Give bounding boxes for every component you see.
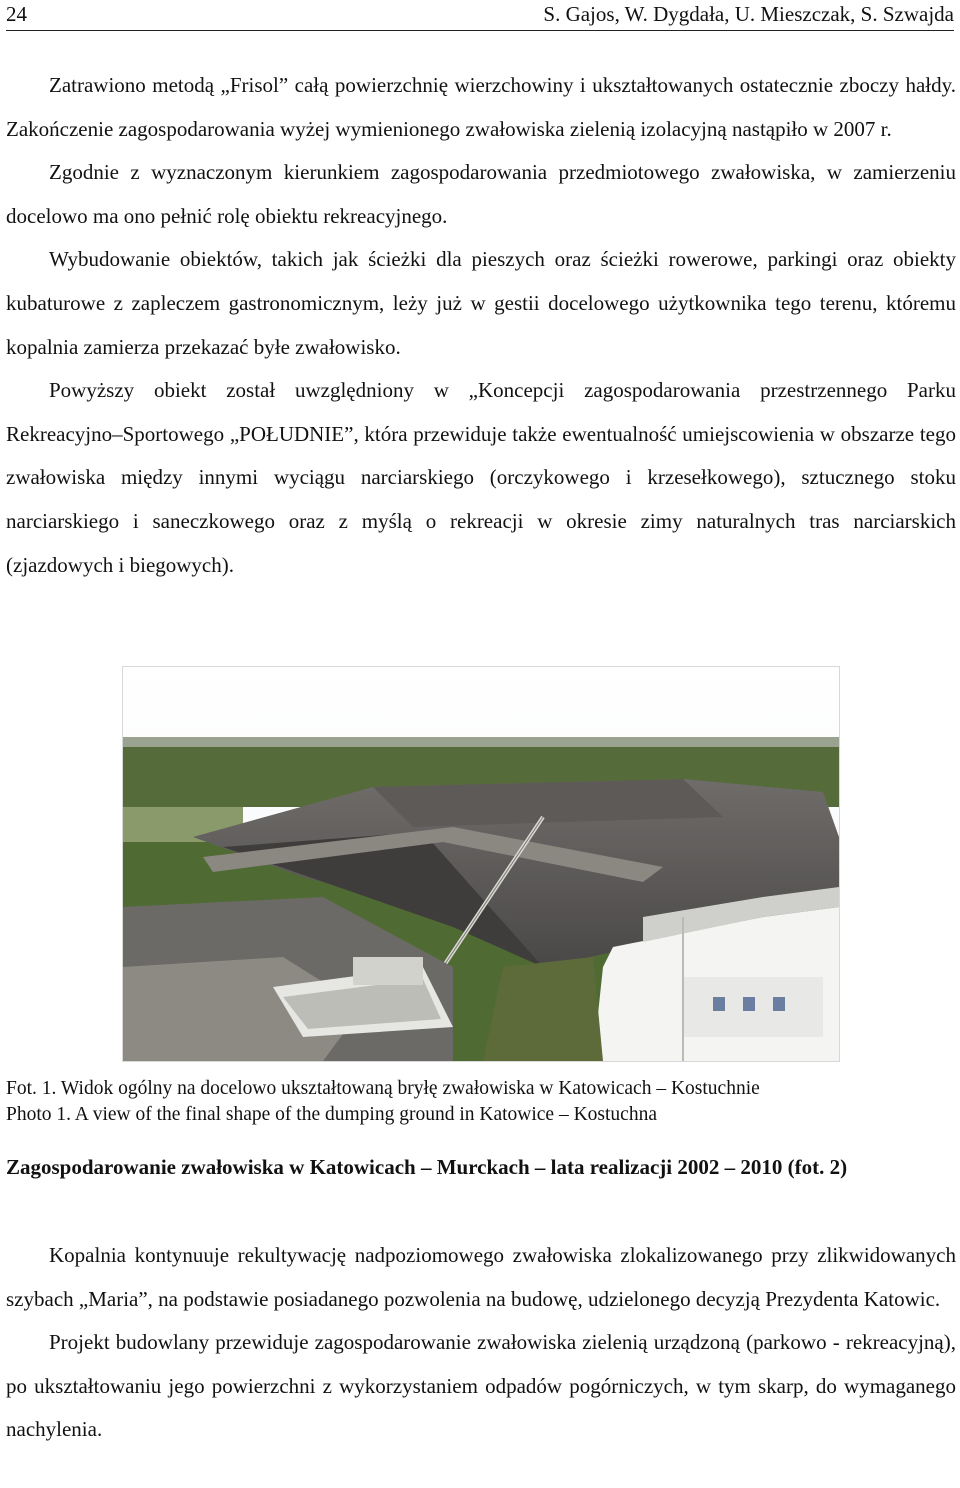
section-heading: Zagospodarowanie zwałowiska w Katowicach – Murckach – lata realizacji 2002 – 2010 (fot. 2): [6, 1155, 848, 1179]
figure-caption-en: Photo 1. A view of the final shape of the dumping ground in Katowice – Kostuchna: [6, 1104, 657, 1125]
page-number: 24: [6, 2, 27, 26]
paragraph: Kopalnia kontynuuje rekultywację nadpoziomowego zwałowiska zlokalizowanego przy zlikwidowanych szybach „Maria”, na podstawie posiadanego pozwolenia na budowę, udzielonego decyzją Prezydenta Katowic.: [6, 1243, 956, 1311]
paragraph: Zatrawiono metodą „Frisol” całą powierzchnię wierzchowiny i ukształtowanych ostatecznie zboczy hałdy. Zakończenie zagospodarowania wyżej wymienionego zwałowiska zielenią izolacyjną nastąpiło w 2007 r.: [6, 73, 956, 141]
paragraph: Projekt budowlany przewiduje zagospodarowanie zwałowiska zielenią urządzoną (parkowo - rekreacyjną), po ukształtowaniu jego powierzchni z wykorzystaniem odpadów pogórniczych, w tym skarp, do wymaganego nachylenia.: [6, 1330, 956, 1442]
running-header: [6, 0, 954, 31]
paragraph: Zgodnie z wyznaczonym kierunkiem zagospodarowania przedmiotowego zwałowiska, w zamierzeniu docelowo ma ono pełnić rolę obiektu rekreacyjnego.: [6, 160, 956, 228]
photo-dumping-ground: [122, 666, 840, 1062]
body-text-top: [6, 64, 956, 587]
paragraph: Powyższy obiekt został uwzględniony w „Koncepcji zagospodarowania przestrzennego Parku Rekreacyjno–Sportowego „POŁUDNIE”, która przewiduje także ewentualność umiejscowienia w obszarze tego zwałowiska między innymi wyciągu narciarskiego (orczykowego i krzesełkowego), sztucznego stoku narciarskiego i saneczkowego oraz z myślą o rekreacji w okresie zimy naturalnych tras narciarskich (zjazdowych i biegowych).: [6, 378, 956, 577]
body-text-bottom: [6, 1234, 956, 1452]
paragraph: Wybudowanie obiektów, takich jak ścieżki dla pieszych oraz ścieżki rowerowe, parkingi oraz obiekty kubaturowe z zapleczem gastronomicznym, leży już w gestii docelowego użytkownika tego terenu, któremu kopalnia zamierza przekazać byłe zwałowisko.: [6, 247, 956, 359]
figure-caption-pl: Fot. 1. Widok ogólny na docelowo ukształtowaną bryłę zwałowiska w Katowicach – Kostuchnie: [6, 1078, 760, 1099]
running-header-authors: S. Gajos, W. Dygdała, U. Mieszczak, S. Szwajda: [543, 2, 954, 26]
figure-caption: [6, 1076, 956, 1128]
